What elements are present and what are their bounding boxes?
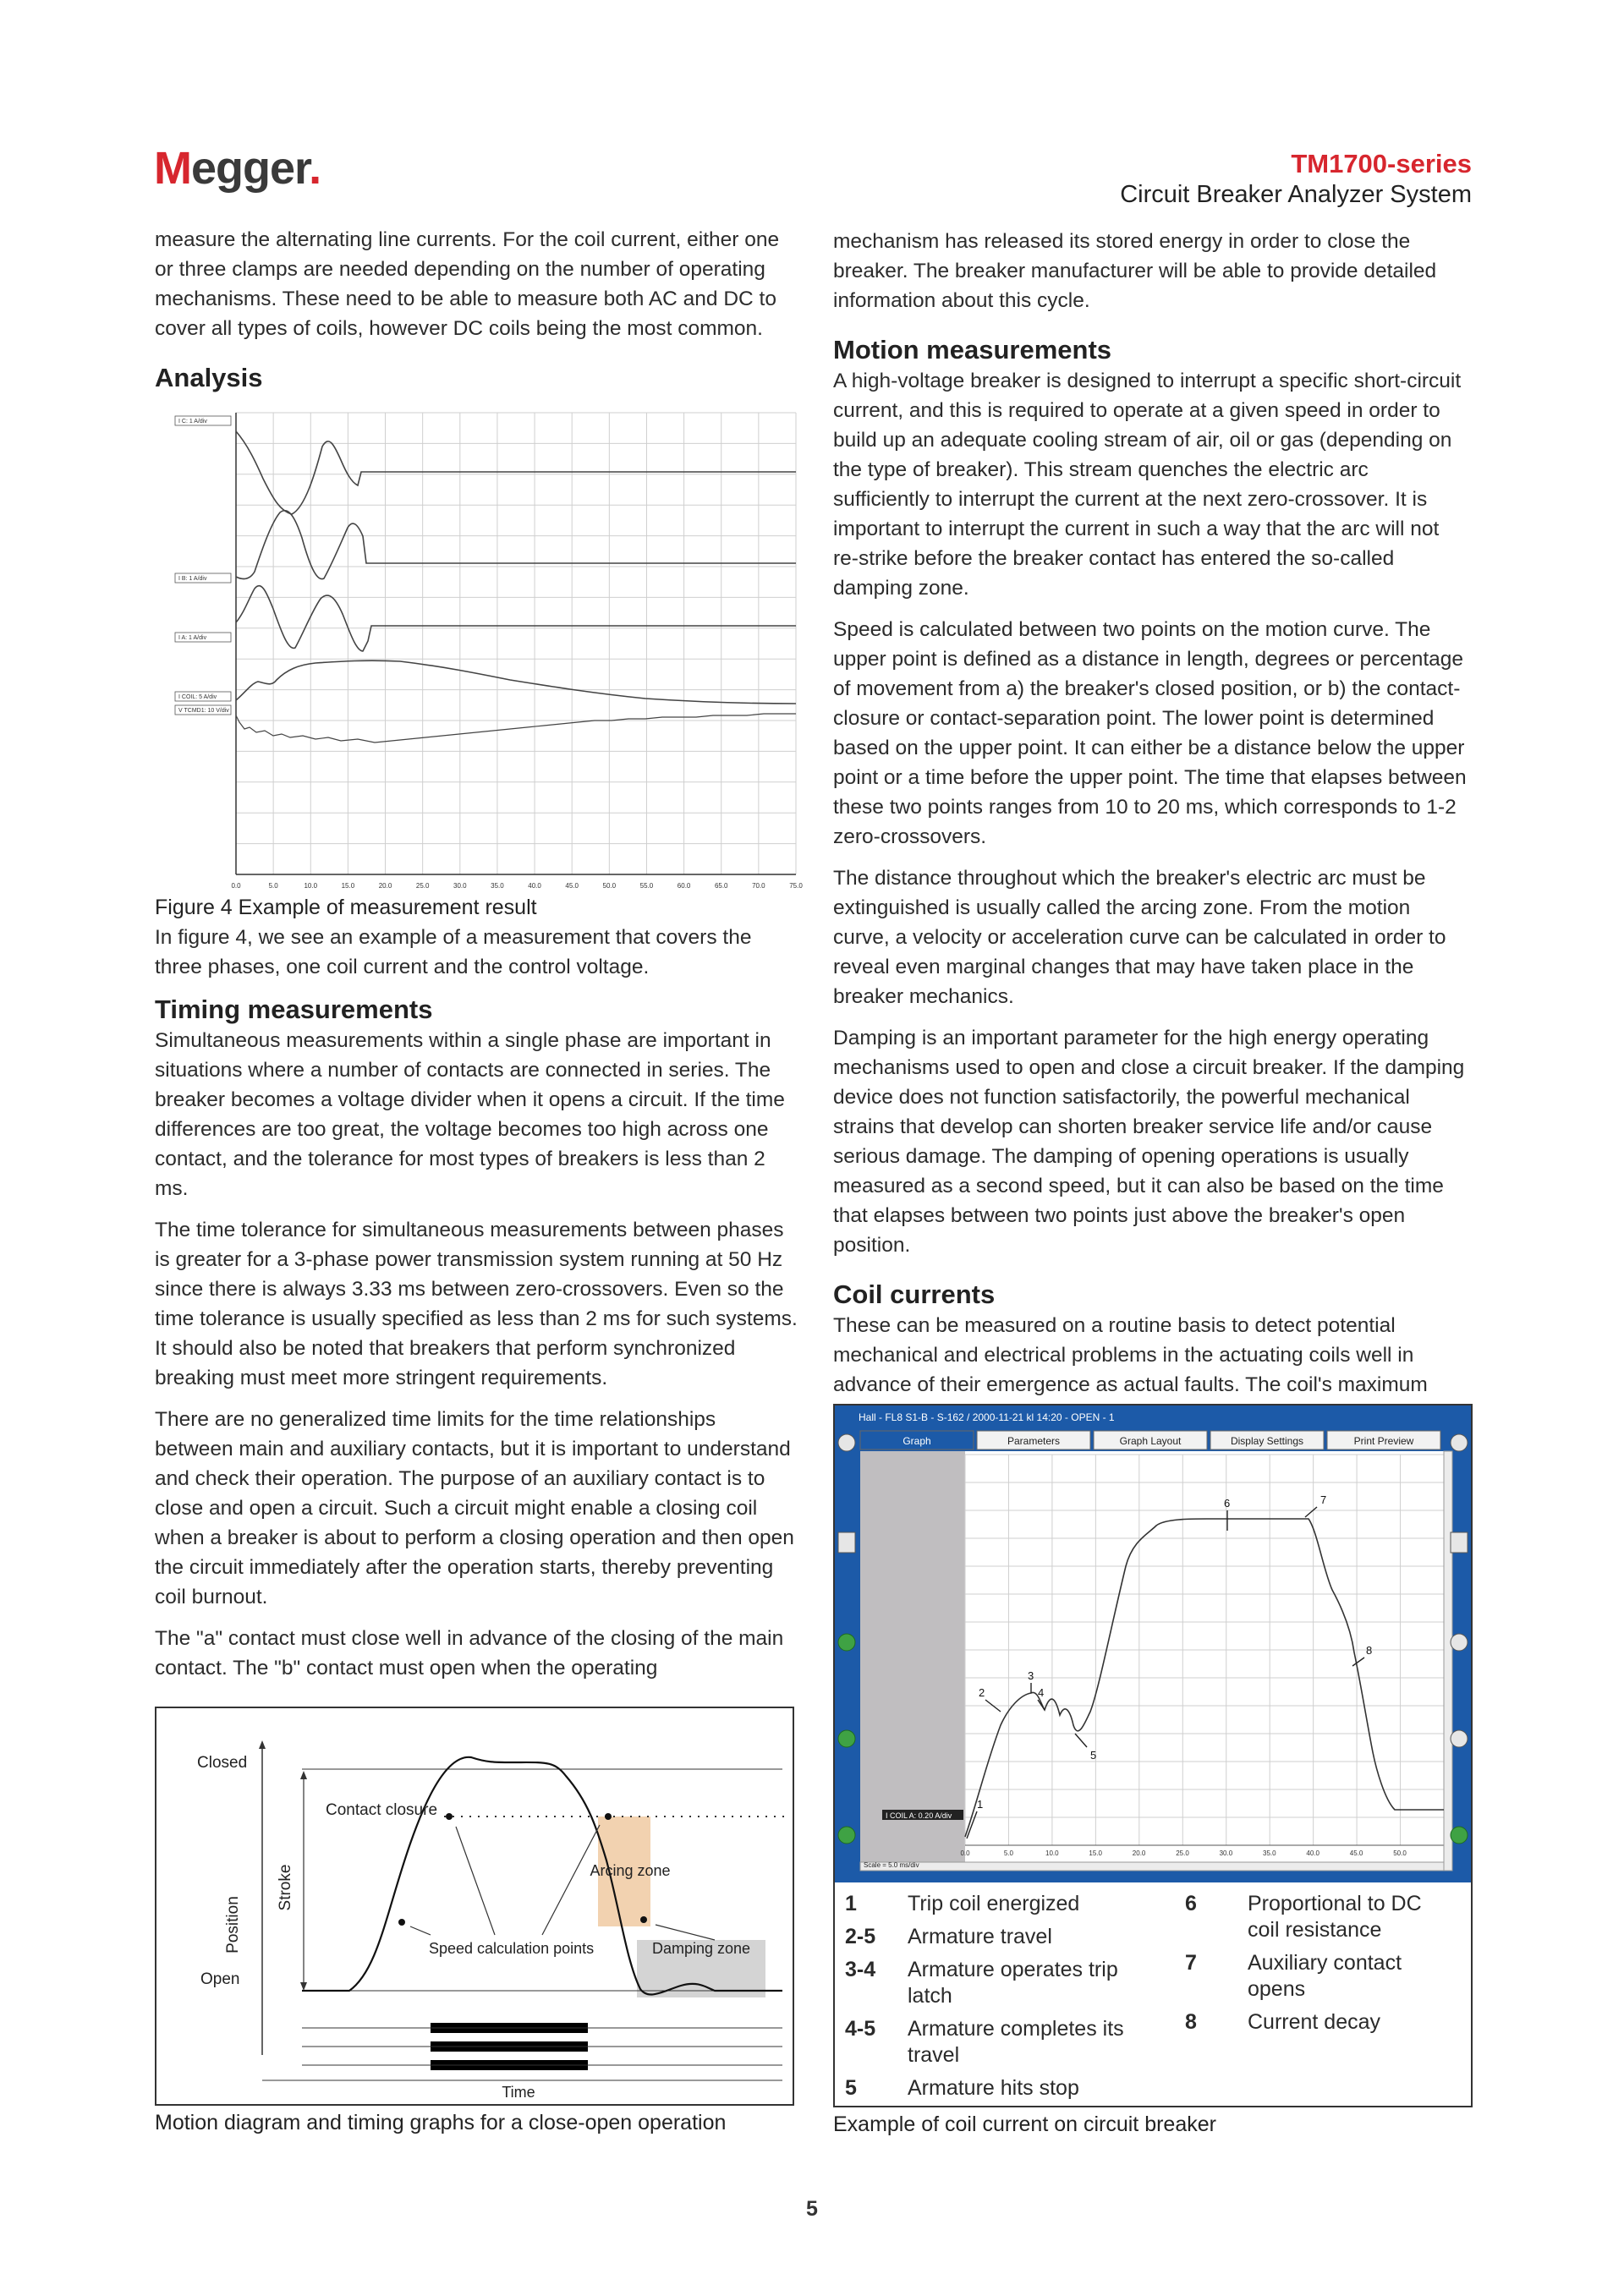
forward-arrow-icon bbox=[1451, 1434, 1468, 1451]
legend-row bbox=[845, 1957, 1155, 2014]
marker-5: 5 bbox=[1090, 1749, 1097, 1762]
legend-row bbox=[845, 2075, 1155, 2107]
fig4-x-tick: 60.0 bbox=[677, 882, 691, 890]
motion-paragraph-3: The distance throughout which the breaker's electric arc must be extinguished is usually called the arcing zone. From the motion curve, a velocity or acceleration curve can be calculated in order to reveal even marginal changes that may have taken place in the breaker mechanics. bbox=[833, 867, 1446, 1008]
legend-number: 4-5 bbox=[845, 2017, 876, 2041]
timing-paragraph-2: The time tolerance for simultaneous measurements between phases is greater for a 3-phase power transmission system running at 50 Hz since there is always 3.33 ms between zero-crossovers. Even so the time tolerance is usually specified as less than 2 ms for such systems. It should also be noted that breakers that perform synchronized breaking must meet more stringent requirements. bbox=[155, 1219, 798, 1389]
fig4-x-tick: 40.0 bbox=[528, 882, 541, 890]
coil-x-tick: 35.0 bbox=[1263, 1849, 1276, 1857]
coil-x-tick: 50.0 bbox=[1393, 1849, 1407, 1857]
legend-text: Armature hits stop bbox=[908, 2076, 1079, 2100]
marker-7: 7 bbox=[1320, 1493, 1327, 1506]
legend-number: 3-4 bbox=[845, 1958, 876, 1981]
motion-diagram bbox=[156, 1708, 793, 2104]
legend-row bbox=[1185, 1891, 1461, 1948]
legend-text: Current decay bbox=[1248, 2010, 1381, 2034]
coil-heading: Coil currents bbox=[833, 1280, 996, 1309]
fig4-channel-label: I C: 1 A/div bbox=[178, 419, 207, 425]
green-nav-icon-4 bbox=[1451, 1827, 1468, 1844]
tab-label: Graph Layout bbox=[1119, 1435, 1182, 1447]
marker-1: 1 bbox=[977, 1798, 984, 1811]
green-nav-icon-1 bbox=[838, 1634, 855, 1651]
coil-x-tick: 15.0 bbox=[1089, 1849, 1102, 1857]
legend-number: 5 bbox=[845, 2076, 857, 2100]
megger-logo: Megger. bbox=[154, 143, 321, 194]
legend-right bbox=[1183, 1889, 1462, 2042]
closed-label: Closed bbox=[197, 1754, 248, 1772]
icoil-trace bbox=[236, 660, 796, 704]
fig4-channel-label: I A: 1 A/div bbox=[178, 635, 207, 641]
vtcmd-trace bbox=[236, 714, 796, 743]
legend-number: 7 bbox=[1185, 1951, 1197, 1975]
fig4-x-tick: 5.0 bbox=[268, 882, 278, 890]
motion-paragraph-4: Damping is an important parameter for the high energy operating mechanisms used to open and close a circuit breaker. If the damping device does not function satisfactorily, the powerful mechanical strains that develop can shorten breaker service life and/or cause serious damage. The damping of opening operations is usually measured as a second speed, but it can also be based on the time that elapses between two points just above the breaker's open position. bbox=[833, 1027, 1465, 1257]
open-label: Open bbox=[200, 1970, 240, 1988]
motion-paragraph-1: A high-voltage breaker is designed to interrupt a specific short-circuit current, and this is required to operate at a given speed in order to build up an adequate cooling stream of air, oil or gas (depending on the type of breaker). This stream quenches the electric arc sufficiently to interrupt the current at the next zero-crossover. It is important to interrupt the current in such a way that the arc will not re-strike before the breaker contact has entered the so-called damping zone. bbox=[833, 370, 1462, 600]
tab-label: Display Settings bbox=[1230, 1435, 1304, 1447]
marker-4: 4 bbox=[1038, 1686, 1045, 1699]
marker-3: 3 bbox=[1028, 1669, 1034, 1682]
tab-label: Print Preview bbox=[1353, 1435, 1414, 1447]
analysis-heading: Analysis bbox=[155, 363, 263, 392]
fig4-x-tick: 15.0 bbox=[341, 882, 355, 890]
legend-text: Armature completes its travel bbox=[908, 2017, 1124, 2067]
printer-icon bbox=[1451, 1532, 1468, 1553]
legend-row bbox=[845, 2016, 1155, 2074]
coil-figure-caption: Example of coil current on circuit breaker bbox=[833, 2112, 1216, 2136]
coil-paragraph: These can be measured on a routine basis to detect potential mechanical and electrical problems in the actuating coils well in advance of their emergence as actual faults. The coil's maximum bbox=[833, 1314, 1428, 1396]
fig4-x-tick: 25.0 bbox=[415, 882, 430, 890]
timing-heading: Timing measurements bbox=[155, 995, 433, 1024]
legend-row bbox=[845, 1891, 1155, 1922]
motion-paragraph-2: Speed is calculated between two points on the motion curve. The upper point is defined as a distance in length, degrees or percentage of movement from a) the breaker's closed position, or b) the contact-closure or contact-separation point. The lower point is determined based on the upper point. It can either be a distance below the upper point or a time before the upper point. The time that elapses between these two points ranges from 10 to 20 ms, which corresponds to 1-2 zero-crossovers. bbox=[833, 618, 1467, 848]
fig4-x-tick: 0.0 bbox=[231, 882, 241, 890]
coil-x-tick: 25.0 bbox=[1176, 1849, 1189, 1857]
marker-6: 6 bbox=[1224, 1497, 1231, 1510]
channel-label: I COIL A: 0.20 A/div bbox=[886, 1811, 952, 1820]
scale-label: Scale = 5.0 ms/div bbox=[864, 1861, 919, 1869]
green-nav-icon-3 bbox=[838, 1827, 855, 1844]
legend-number: 2-5 bbox=[845, 1925, 876, 1948]
legend-number: 1 bbox=[845, 1892, 857, 1915]
product-series: TM1700-series bbox=[1291, 149, 1472, 178]
coil-x-tick: 45.0 bbox=[1349, 1849, 1363, 1857]
coil-x-tick: 30.0 bbox=[1219, 1849, 1233, 1857]
fig4-x-tick: 35.0 bbox=[491, 882, 504, 890]
fig4-x-tick: 30.0 bbox=[453, 882, 467, 890]
left-intro-paragraph: measure the alternating line currents. For the coil current, either one or three clamps are needed depending on the number of operating mechanisms. These need to be able to measure both AC and DC to cover all types of coils, however DC coils being the most common. bbox=[155, 228, 780, 340]
ib-trace bbox=[236, 511, 796, 579]
stroke-axis-label: Stroke bbox=[277, 1864, 294, 1911]
fig4-channel-label: V TCMD1: 10 V/div bbox=[178, 708, 229, 714]
marker-8: 8 bbox=[1366, 1644, 1373, 1657]
exit-door-icon bbox=[838, 1532, 855, 1553]
fig4-x-tick: 10.0 bbox=[304, 882, 318, 890]
legend-text: Armature operates trip latch bbox=[908, 1958, 1118, 2008]
right-intro-paragraph: mechanism has released its stored energy in order to close the breaker. The breaker manufacturer will be able to provide detailed information about this cycle. bbox=[833, 230, 1437, 312]
legend-number: 6 bbox=[1185, 1892, 1197, 1915]
legend-left bbox=[843, 1889, 1156, 2108]
legend-row bbox=[1185, 2009, 1461, 2041]
damping-zone-label: Damping zone bbox=[651, 1940, 751, 1957]
legend-text: Proportional to DC coil resistance bbox=[1248, 1892, 1422, 1942]
speed-points-label: Speed calculation points bbox=[429, 1940, 595, 1957]
legend-text: Auxiliary contact opens bbox=[1248, 1951, 1402, 2001]
timing-paragraph-1: Simultaneous measurements within a single phase are important in situations where a number of contacts are connected in series. The breaker becomes a voltage divider when it opens a circuit. If the time differences are too great, the voltage becomes too high across one contact, and the tolerance for most types of breakers is less than 2 ms. bbox=[155, 1029, 785, 1200]
timing-paragraph-3: There are no generalized time limits for the time relationships between main and auxiliary contacts, but it is important to understand and check their operation. The purpose of an auxiliary contact is to close and open a circuit. Such a circuit might enable a closing coil when a breaker is about to perform a closing operation and then open the circuit immediately after the operation starts, thereby preventing coil burnout. bbox=[155, 1408, 794, 1608]
zoom-out-icon bbox=[1451, 1634, 1468, 1651]
legend-number: 8 bbox=[1185, 2010, 1197, 2034]
tab-label: Graph bbox=[903, 1435, 931, 1447]
legend-text: Trip coil energized bbox=[908, 1892, 1080, 1915]
time-axis-label: Time bbox=[502, 2084, 535, 2101]
coil-x-tick: 10.0 bbox=[1045, 1849, 1059, 1857]
figure-4-measurement-chart bbox=[155, 411, 803, 895]
legend-row bbox=[845, 1924, 1155, 1955]
left-lower-block bbox=[155, 893, 798, 1695]
fig4-x-tick: 50.0 bbox=[602, 882, 617, 890]
tab-label: Parameters bbox=[1007, 1435, 1061, 1447]
fig4-x-tick: 75.0 bbox=[789, 882, 803, 890]
coil-x-tick: 5.0 bbox=[1003, 1849, 1013, 1857]
fig4-x-tick: 45.0 bbox=[565, 882, 579, 890]
right-text-block bbox=[833, 227, 1469, 1411]
left-intro-block bbox=[155, 225, 798, 394]
motion-diagram-frame bbox=[155, 1707, 794, 2106]
coil-current-screen bbox=[835, 1406, 1471, 1882]
page-number: 5 bbox=[806, 2197, 818, 2221]
coil-figure-frame bbox=[833, 1404, 1473, 2107]
position-axis-label: Position bbox=[224, 1896, 242, 1954]
coil-x-tick: 40.0 bbox=[1306, 1849, 1320, 1857]
coil-x-tick: 20.0 bbox=[1132, 1849, 1146, 1857]
window-titlebar: Hall - FL8 S1-B - S-162 / 2000-11-21 kl 14:20 - OPEN - 1 bbox=[859, 1411, 1115, 1423]
motion-heading: Motion measurements bbox=[833, 335, 1112, 364]
coil-x-tick: 0.0 bbox=[960, 1849, 970, 1857]
figure-4-caption: Figure 4 Example of measurement result bbox=[155, 896, 537, 919]
contact-closure-label: Contact closure bbox=[326, 1801, 438, 1819]
fig4-x-tick: 20.0 bbox=[378, 882, 392, 890]
motion-diagram-caption: Motion diagram and timing graphs for a close-open operation bbox=[155, 2111, 727, 2134]
fig4-x-tick: 70.0 bbox=[752, 882, 765, 890]
fig4-x-tick: 65.0 bbox=[714, 882, 728, 890]
marker-2: 2 bbox=[979, 1686, 985, 1699]
legend-text: Armature travel bbox=[908, 1925, 1052, 1948]
product-subtitle: Circuit Breaker Analyzer System bbox=[1120, 181, 1472, 208]
zoom-in-icon bbox=[1451, 1730, 1468, 1747]
fig4-channel-label: I COIL: 5 A/div bbox=[178, 694, 217, 700]
fig4-channel-label: I B: 1 A/div bbox=[178, 576, 207, 582]
fig4-x-tick: 55.0 bbox=[639, 882, 654, 890]
green-nav-icon-2 bbox=[838, 1730, 855, 1747]
arcing-zone-label: Arcing zone bbox=[590, 1862, 671, 1879]
ia-trace bbox=[236, 586, 796, 651]
legend-row bbox=[1185, 1950, 1461, 2008]
figure-4-description: In figure 4, we see an example of a measurement that covers the three phases, one coil current and the control voltage. bbox=[155, 926, 752, 978]
back-arrow-icon bbox=[838, 1434, 855, 1451]
timing-paragraph-4: The "a" contact must close well in advance of the closing of the main contact. The "b" contact must open when the operating bbox=[155, 1627, 784, 1680]
